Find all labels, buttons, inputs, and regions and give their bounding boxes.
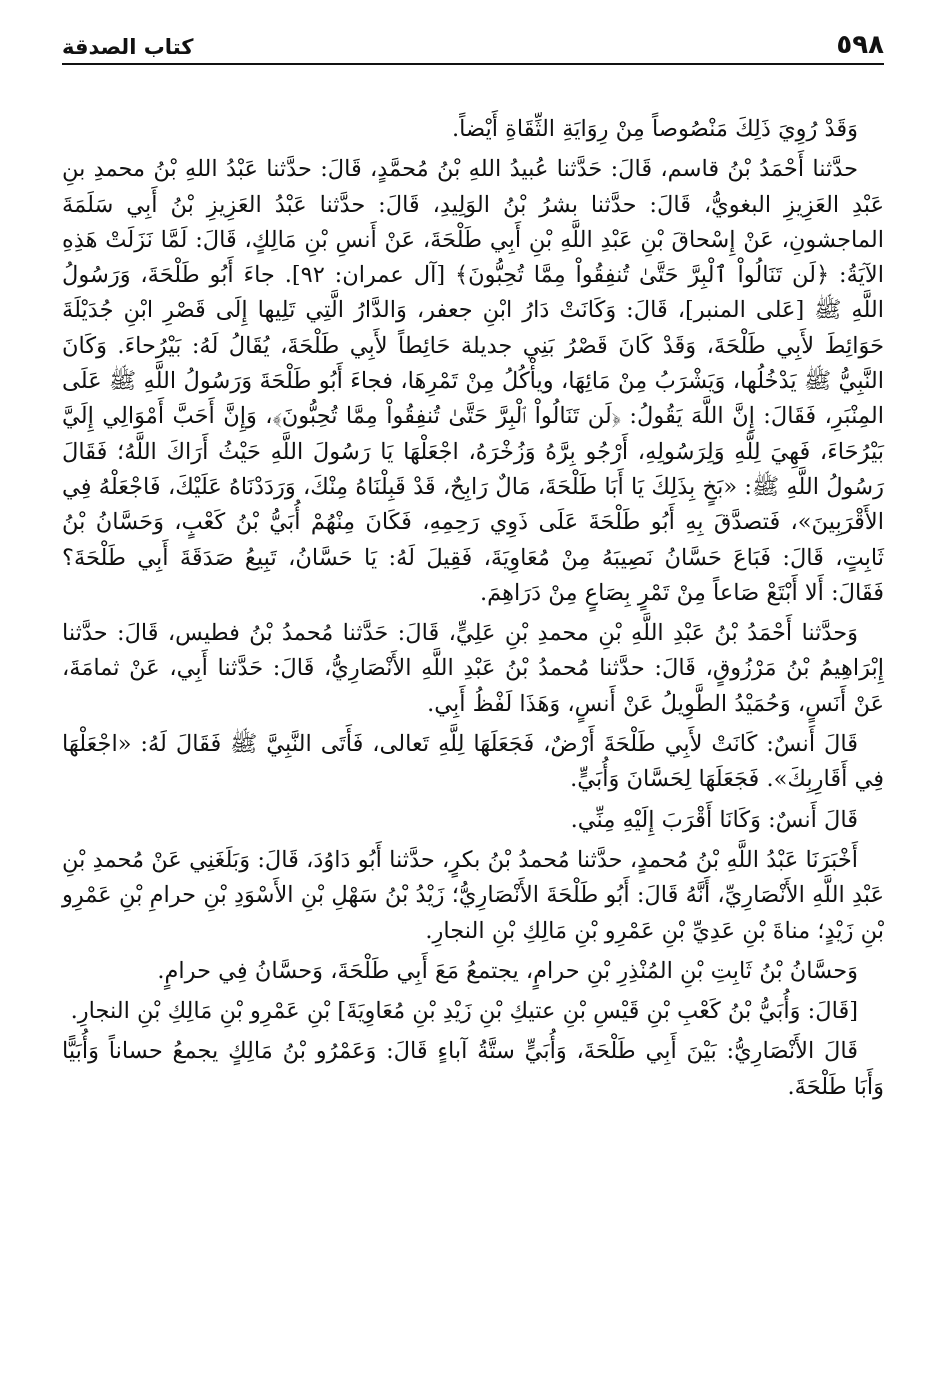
- paragraph: [قَالَ: وَأُبَيُّ بْنُ كَعْبِ بْنِ قَيْسِ بْنِ عتيكِ بْنِ زَيْدِ بْنِ مُعَاوِيَةَ] بْنِ عَمْرِو بْنِ مَالِكِ بْنِ النجارِ.: [70, 998, 858, 1025]
- paragraph: وَقَدْ رُوِيَ ذَلِكَ مَنْصُوصاً مِنْ رِوَايَةِ الثِّقَاةِ أَيْضاً.: [451, 116, 858, 142]
- page-number: ٥٩٨: [836, 30, 884, 60]
- paragraph: قَالَ أَنسٌ: وَكَانَا أَقْرَبَ إِلَيْهِ مِنِّي.: [570, 806, 858, 833]
- page-body: [62, 112, 884, 1110]
- header-rule: [62, 63, 884, 65]
- paragraph: قَالَ أَنسٌ: كَانَتْ لأَبِي طَلْحَةَ أَرْضٌ، فَجَعَلَهَا لِلَّهِ تَعالى، فَأَتَى النَّبِيَّ ﷺ فَقَالَ لَهُ: «اجْعَلْهَا فِي أَقَارِبِكَ». فَجَعَلَهَا لِحَسَّانَ وَأُبَيٍّ.: [62, 731, 884, 793]
- page-header: [62, 30, 884, 70]
- paragraph: وَحسَّانُ بْنُ ثَابِتِ بْنِ المُنْذِرِ بْنِ حرامٍ، يجتمعُ مَعَ أَبِي طَلْحَةَ، وَحسَّانُ فِي حرامٍ.: [157, 957, 858, 984]
- paragraph: وَحدَّثنا أَحْمَدُ بْنُ عَبْدِ اللَّهِ بْنِ محمدِ بْنِ عَلِيٍّ، قَالَ: حَدَّثنا مُحمدُ بْنُ فطيس، قَالَ: حدَّثنا إِبْرَاهِيمُ بْنُ مَرْزُوقٍ، قَالَ: حدَّثنا مُحمدُ بْنُ عَبْدِ اللَّهِ الأَنْصَارِيُّ، قَالَ: حَدَّثنا أَبِي، عَنْ ثمامَةَ، عَنْ أَنَسٍ، وَحُمَيْدُ الطَّوِيلُ عَنْ أَنسٍ، وَهَذَا لَفْظُ أَبِي.: [62, 620, 884, 717]
- running-title: كتاب الصدقة: [62, 35, 194, 59]
- paragraph: حدَّثنا أَحْمَدُ بْنُ قاسم، قَالَ: حَدَّثنا عُبيدُ اللهِ بْنُ مُحمَّدٍ، قَالَ: حدَّثنا عَبْدُ اللهِ بْنُ محمدِ بنِ عَبْدِ العَزِيزِ البغويُّ، قَالَ: حدَّثنا بشرُ بْنُ الوَلِيدِ، قَالَ: حدَّثنا عَبْدُ العَزِيزِ بْنُ أَبِي سَلَمَةَ الماجشونِ، عَنْ إِسْحاقَ بْنِ عَبْدِ اللَّهِ بْنِ أَبِي طَلْحَةَ، عَنْ أَنسِ بْنِ مَالِكٍ، قَالَ: لَمَّا نَزَلَتْ هَذِهِ الآيَةُ: ﴿لَن تَنَالُواْ ٱلْبِرَّ حَتَّىٰ تُنفِقُواْ مِمَّا تُحِبُّونَ﴾ [آل عمران: ٩٢]. جاءَ أَبُو طَلْحَةَ، وَرَسُولُ اللَّهِ ﷺ [عَلى المنبر]، قَالَ: وَكَانَتْ دَارُ ابْنِ جعفر، وَالدَّارُ الَّتِي تَلِيها إِلَى قَصْرِ ابْنِ جُدَيْلَةَ حَوَائِطَ لأَبِي طَلْحَةَ، وَقَدْ كَانَ قَصْرُ بَنِي جديلة حَائِطاً لأَبِي طَلْحَةَ، يُقَالُ لَهُ: بَيْرُحاءَ. وَكَانَ النَّبِيُّ ﷺ يَدْخُلُها، وَيَشْرَبُ مِنْ مَائِهَا، ويأْكُلُ مِنْ تَمْرِهَا، فجاءَ أَبُو طَلْحَةَ وَرَسُولُ اللَّهِ ﷺ عَلَى المِنْبَرِ، فَقَالَ: إِنَّ اللَّهَ يَقُولُ: ﴿لَن تَنَالُواْ ٱلْبِرَّ حَتَّىٰ تُنفِقُواْ مِمَّا تُحِبُّونَ﴾، وَإِنَّ أَحَبَّ أَمْوَالِي إِلَيَّ بَيْرُحَاءَ، فَهِيَ لِلَّهِ وَلِرَسُولِهِ، أَرْجُو بِرَّهُ وَزُخْرَهُ، اجْعَلْهَا يَا رَسُولَ اللَّهِ حَيْثُ أَرَاكَ اللَّهُ؛ فَقَالَ رَسُولُ اللَّهِ ﷺ: «بَخٍ بِذَلِكَ يَا أَبَا طَلْحَةَ، مَالٌ رَابِحٌ، قَدْ قَبِلْنَاهُ مِنْكَ، وَرَدَدْنَاهُ عَلَيْكَ، فَاجْعَلْهُ فِي الأَقْرَبِينَ»، فَتصدَّقَ بِهِ أَبُو طَلْحَةَ عَلَى ذَوِي رَحِمِهِ، فَكَانَ مِنْهُمْ أُبَيُّ بْنُ كَعْبٍ، وَحَسَّانُ بْنُ ثَابِتٍ، قَالَ: فَبَاعَ حَسَّانُ نَصِيبَهُ مِنْ مُعَاوِيَةَ، فَقِيلَ لَهُ: يَا حَسَّانُ، تَبِيعُ صَدَقَةَ أَبِي طَلْحَةَ؟ فَقَالَ: أَلا أَبْتَعْ صَاعاً مِنْ تَمْرٍ بِصَاعٍ مِنْ دَرَاهِمَ.: [62, 156, 884, 606]
- paragraph: قَالَ الأَنْصَارِيُّ: بَيْنَ أَبِي طَلْحَةَ، وَأُبَيٍّ ستَّةُ آباءٍ قَالَ: وَعَمْرُو بْنُ مَالِكٍ يجمعُ حساناً وَأُبَيًّا وَأَبَا طَلْحَةَ.: [62, 1038, 884, 1100]
- paragraph: أَخْبَرَنَا عَبْدُ اللَّهِ بْنُ مُحمدٍ، حدَّثنا مُحمدُ بْنُ بكرٍ، حدَّثنا أَبُو دَاوُدَ، قَالَ: وَبَلَغَنِي عَنْ مُحمدِ بْنِ عَبْدِ اللَّهِ الأَنْصَارِيِّ، أَنَّهُ قَالَ: أَبُو طَلْحَةَ الأَنْصَارِيُّ؛ زَيْدُ بْنُ سَهْلِ بْنِ الأَسْوَدِ بْنِ حرامِ بْنِ عَمْرِو بْنِ زَيْدٍ؛ مناةَ بْنِ عَدِيِّ بْنِ عَمْرِو بْنِ مَالِكِ بْنِ النجارِ.: [62, 846, 884, 944]
